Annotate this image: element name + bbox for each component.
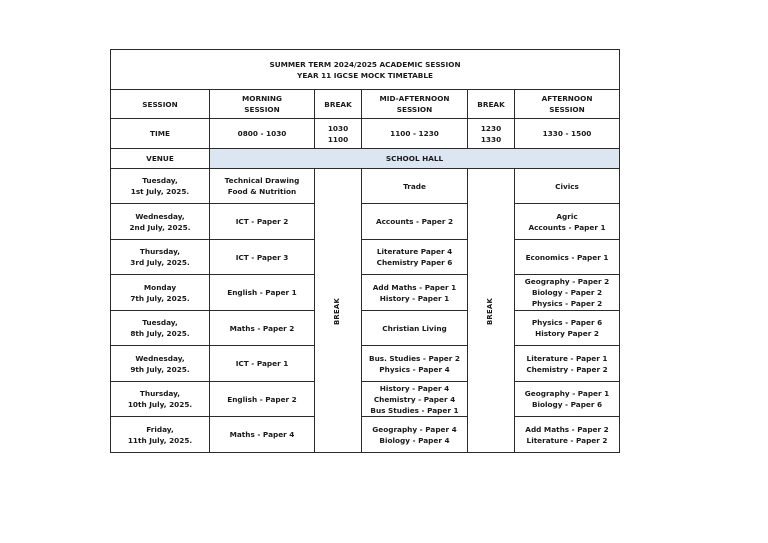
time-break-2 [468, 119, 515, 149]
schedule-row [111, 382, 620, 417]
cell-day [111, 382, 210, 417]
cell-mid [362, 204, 468, 240]
timetable-title [111, 50, 620, 90]
morning-line: English - Paper 1 [227, 288, 297, 297]
day-line: 3rd July, 2025. [130, 258, 190, 267]
cell-day [111, 417, 210, 453]
day-line: Tuesday, [142, 176, 178, 185]
day-line: 8th July, 2025. [130, 329, 190, 338]
mid-line: Bus. Studies - Paper 2 [369, 353, 460, 363]
afternoon-line: Physics - Paper 6 [531, 318, 603, 327]
cell-mid [362, 275, 468, 311]
cell-afternoon [515, 311, 620, 346]
mid-line: Bus Studies - Paper 1 [370, 405, 459, 415]
day-line: Wednesday, [135, 353, 185, 363]
cell-mid [362, 311, 468, 346]
cell-afternoon [515, 275, 620, 311]
time-row [111, 119, 620, 149]
afternoon-line: Geography - Paper 1 [524, 389, 610, 398]
afternoon-line: Literature - Paper 1 [526, 353, 608, 363]
break-vertical-label: BREAK [486, 297, 495, 325]
mid-line: History - Paper 1 [379, 293, 450, 303]
cell-morning [210, 240, 315, 275]
day-line: Tuesday, [142, 318, 178, 327]
afternoon-line: Economics - Paper 1 [525, 252, 609, 262]
afternoon-line: Accounts - Paper 1 [528, 222, 606, 232]
time-break-1 [315, 119, 362, 149]
cell-day [111, 311, 210, 346]
cell-morning [210, 204, 315, 240]
header-afternoon-line-1: AFTERNOON [541, 94, 593, 103]
schedule-row [111, 311, 620, 346]
day-line: Thursday, [139, 389, 181, 398]
cell-afternoon [515, 346, 620, 382]
header-mid-afternoon [362, 90, 468, 119]
venue-value: SCHOOL HALL [210, 149, 620, 169]
venue-label: VENUE [111, 149, 210, 169]
mid-line: Christian Living [382, 323, 447, 333]
schedule-rows [111, 169, 620, 453]
mid-line: Chemistry - Paper 4 [373, 394, 456, 404]
day-line: 9th July, 2025. [130, 364, 190, 374]
time-break-2-end: 1330 [480, 134, 502, 144]
header-mid-line-2: SESSION [396, 105, 433, 114]
cell-day [111, 204, 210, 240]
day-line: Friday, [146, 424, 174, 434]
day-line: 2nd July, 2025. [129, 222, 191, 232]
afternoon-line: Civics [555, 181, 579, 191]
day-line: 11th July, 2025. [127, 435, 193, 445]
break-vertical-label: BREAK [333, 297, 342, 325]
header-row [111, 90, 620, 119]
morning-line: Maths - Paper 4 [229, 430, 295, 439]
morning-line: English - Paper 2 [227, 394, 297, 404]
afternoon-line: Chemistry - Paper 2 [526, 364, 608, 374]
schedule-row [111, 275, 620, 311]
schedule-row [111, 240, 620, 275]
morning-line: Technical Drawing [224, 176, 300, 185]
cell-mid [362, 169, 468, 204]
cell-afternoon [515, 169, 620, 204]
header-afternoon [515, 90, 620, 119]
mid-line: Geography - Paper 4 [372, 424, 457, 434]
cell-morning [210, 311, 315, 346]
time-morning: 0800 - 1030 [210, 119, 315, 149]
venue-row [111, 149, 620, 169]
mid-line: Biology - Paper 4 [379, 435, 450, 445]
title-line-1: SUMMER TERM 2024/2025 ACADEMIC SESSION [269, 59, 461, 69]
mid-line: Chemistry Paper 6 [376, 258, 453, 267]
schedule-row [111, 417, 620, 453]
time-break-1-end: 1100 [327, 134, 349, 144]
afternoon-line: Geography - Paper 2 [524, 277, 610, 286]
mid-line: Add Maths - Paper 1 [372, 282, 457, 292]
afternoon-line: Biology - Paper 2 [531, 288, 603, 297]
morning-line: ICT - Paper 2 [235, 217, 289, 226]
time-label: TIME [111, 119, 210, 149]
day-line: Monday [143, 282, 177, 292]
mid-line: Literature Paper 4 [376, 247, 453, 256]
header-break-2: BREAK [468, 90, 515, 119]
title-row [111, 50, 620, 90]
cell-morning [210, 169, 315, 204]
cell-day [111, 275, 210, 311]
morning-line: Food & Nutrition [227, 187, 297, 196]
day-line: 1st July, 2025. [130, 187, 190, 196]
time-afternoon: 1330 - 1500 [515, 119, 620, 149]
header-session: SESSION [111, 90, 210, 119]
cell-mid [362, 382, 468, 417]
mid-line: Trade [403, 181, 426, 191]
cell-morning [210, 417, 315, 453]
mid-line: Physics - Paper 4 [379, 364, 450, 374]
schedule-row [111, 204, 620, 240]
header-afternoon-line-2: SESSION [549, 105, 585, 114]
cell-mid [362, 240, 468, 275]
cell-morning [210, 382, 315, 417]
cell-afternoon [515, 204, 620, 240]
header-break: BREAK [315, 90, 362, 119]
day-line: 10th July, 2025. [127, 400, 193, 409]
cell-afternoon [515, 240, 620, 275]
cell-day [111, 346, 210, 382]
time-break-2-start: 1230 [480, 123, 502, 133]
cell-mid [362, 346, 468, 382]
day-line: Wednesday, [135, 211, 185, 221]
time-break-1-start: 1030 [327, 123, 349, 133]
header-morning-line-1: MORNING [241, 94, 282, 103]
mid-line: Accounts - Paper 2 [375, 217, 454, 226]
afternoon-line: History Paper 2 [535, 329, 599, 338]
day-line: Thursday, [139, 247, 181, 256]
cell-day [111, 169, 210, 204]
cell-morning [210, 275, 315, 311]
schedule-row [111, 346, 620, 382]
day-line: 7th July, 2025. [130, 293, 190, 303]
break-column-1 [315, 169, 362, 453]
header-mid-line-1: MID-AFTERNOON [379, 94, 450, 103]
cell-mid [362, 417, 468, 453]
cell-afternoon [515, 417, 620, 453]
break-column-2 [468, 169, 515, 453]
morning-line: Maths - Paper 2 [229, 323, 295, 333]
morning-line: ICT - Paper 3 [235, 252, 289, 262]
afternoon-line: Physics - Paper 2 [531, 299, 603, 308]
cell-day [111, 240, 210, 275]
cell-morning [210, 346, 315, 382]
timetable [110, 49, 620, 453]
title-line-2: YEAR 11 IGCSE MOCK TIMETABLE [297, 70, 433, 80]
schedule-row [111, 169, 620, 204]
afternoon-line: Agric [556, 211, 578, 221]
time-mid: 1100 - 1230 [362, 119, 468, 149]
mid-line: History - Paper 4 [379, 383, 450, 393]
afternoon-line: Literature - Paper 2 [526, 435, 608, 445]
morning-line: ICT - Paper 1 [235, 359, 289, 368]
afternoon-line: Biology - Paper 6 [531, 400, 603, 409]
header-morning [210, 90, 315, 119]
cell-afternoon [515, 382, 620, 417]
header-morning-line-2: SESSION [244, 105, 280, 114]
afternoon-line: Add Maths - Paper 2 [525, 424, 609, 434]
